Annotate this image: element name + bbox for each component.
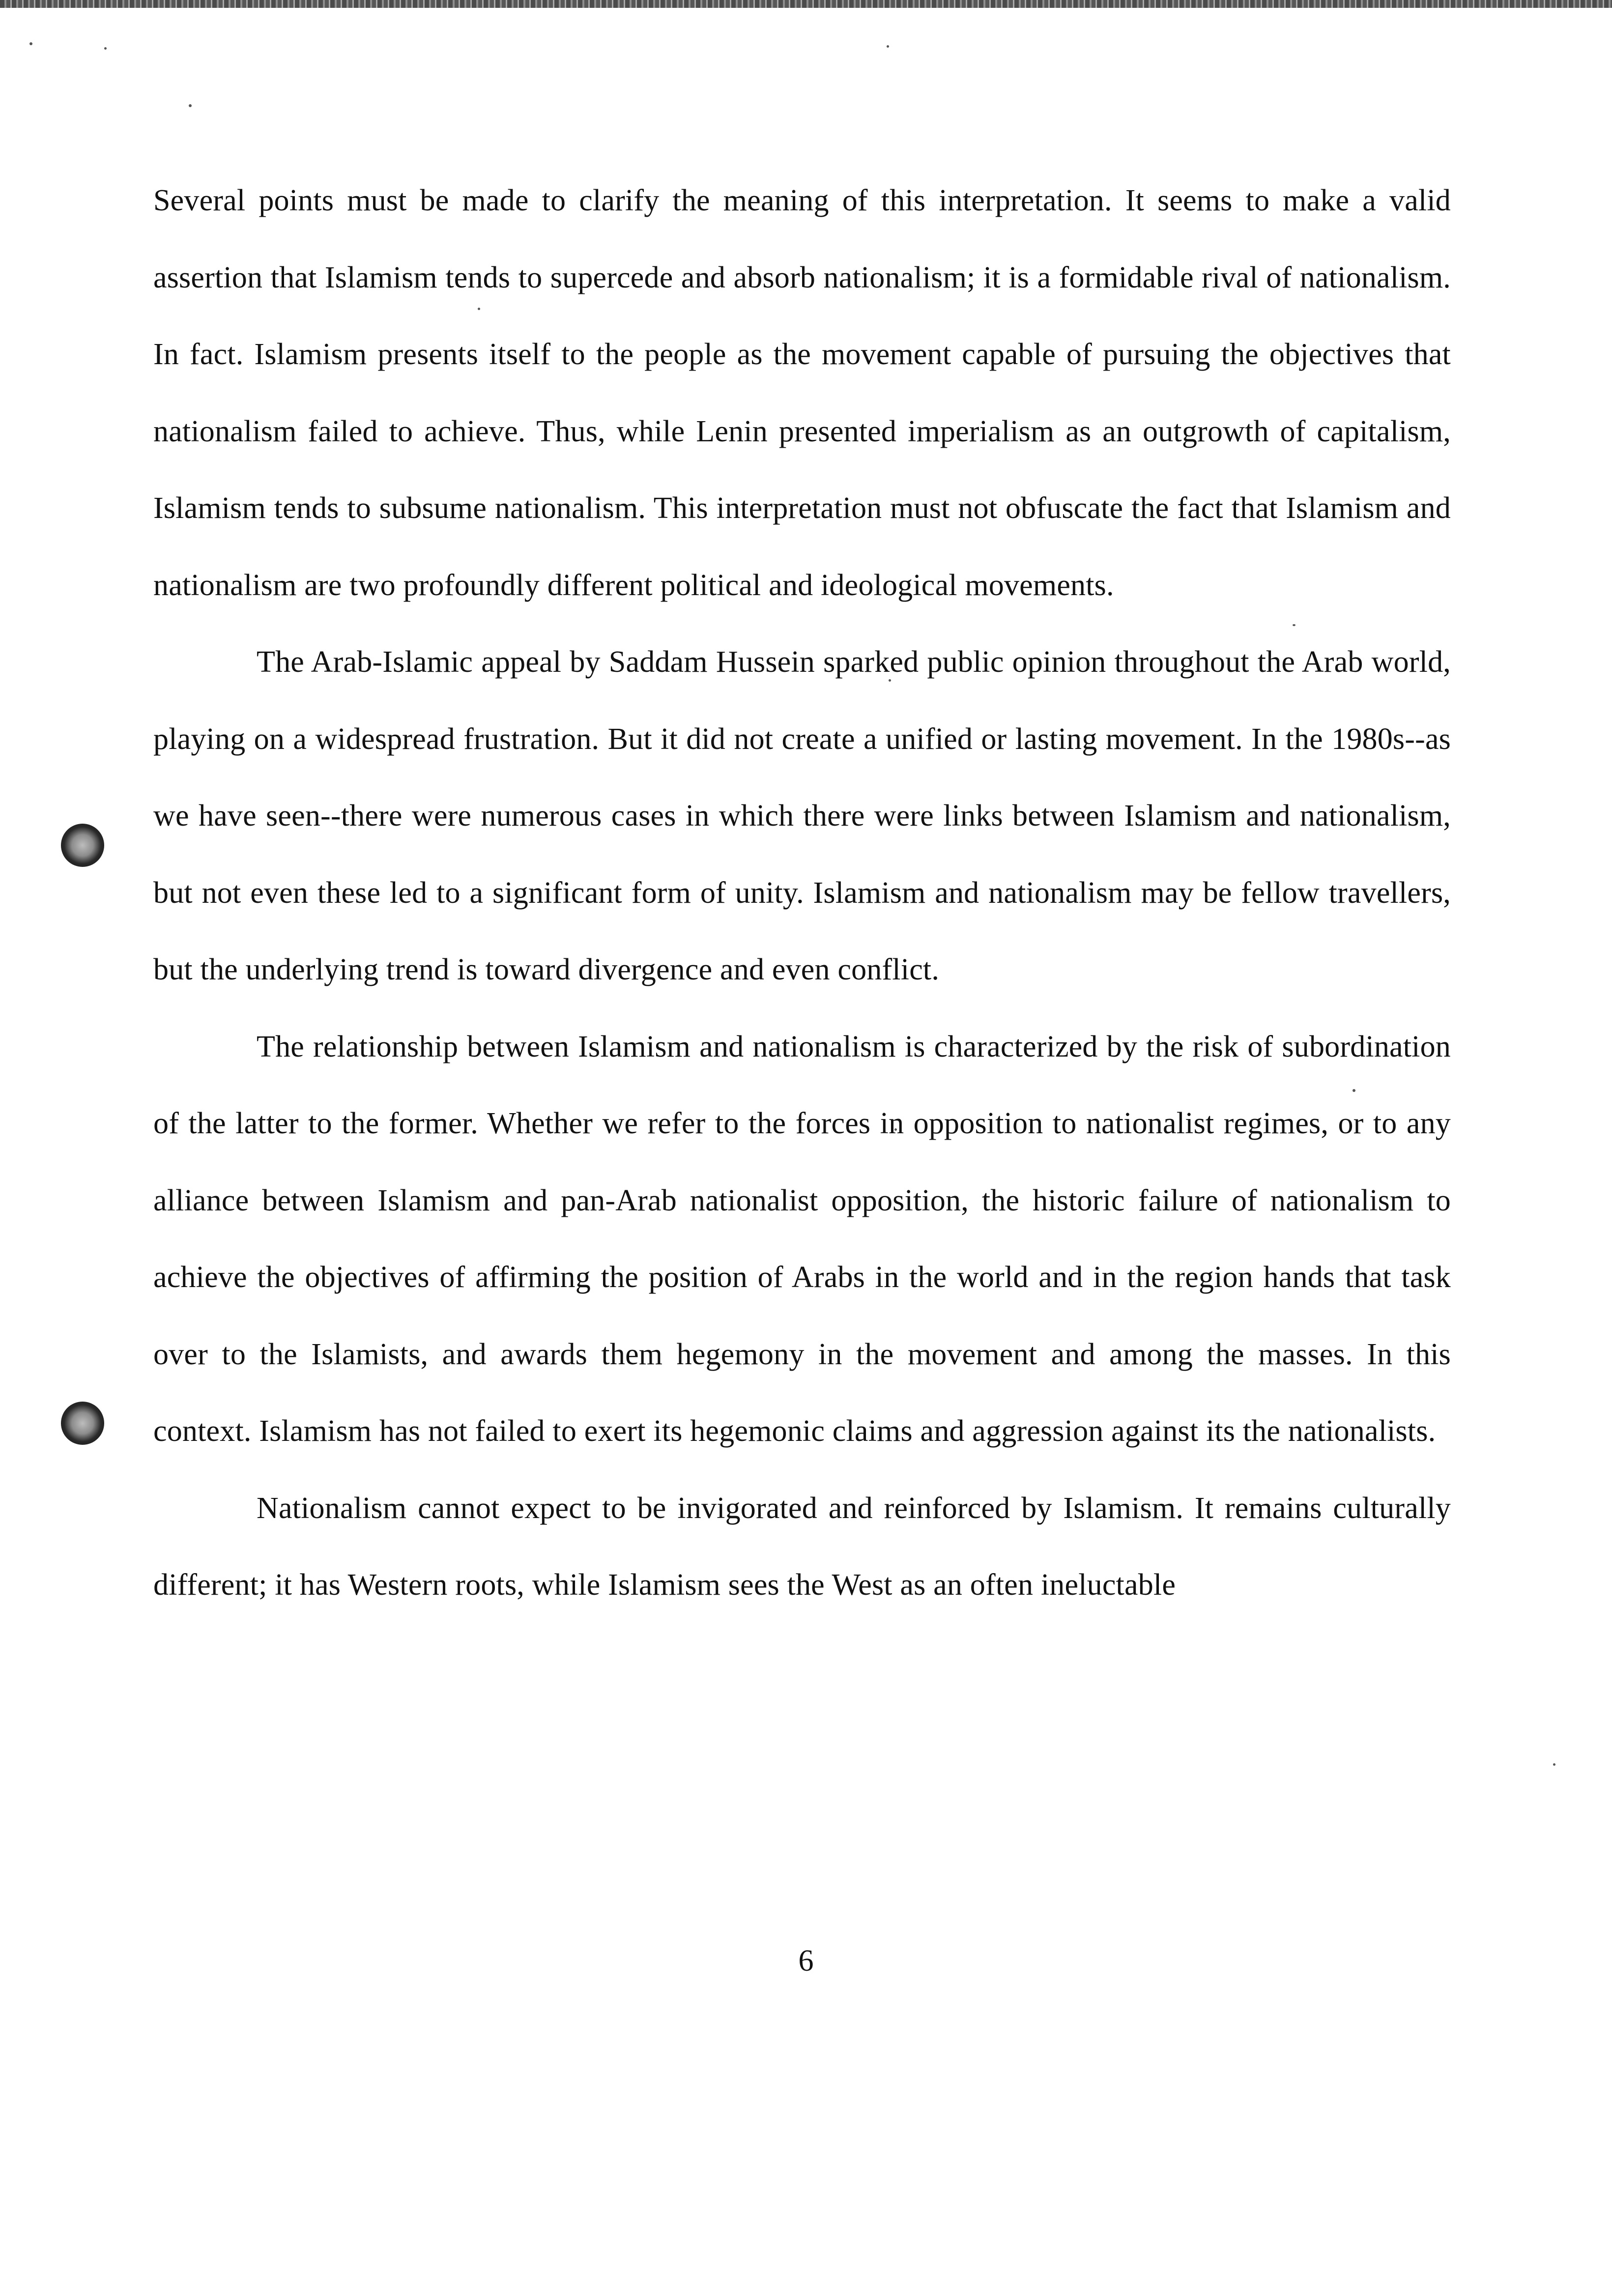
page-number: 6 (798, 1944, 814, 1978)
scan-speck (29, 42, 32, 45)
paragraph-3: The relationship between Islamism and nationalism is characterized by the risk of subordination of the latter to the former. Whether we refer to the forces in opposition to nationalist regimes, or to any alliance between Islamism and pan-Arab nationalist opposition, the historic failure of nationalism to achieve the objectives of affirming the position of Arabs in the world and in the region hands that task over to the Islamists, and awards them hegemony in the movement and among the masses. In this context. Islamism has not failed to exert its hegemonic claims and aggression against its the nationalists. (153, 1030, 1451, 1448)
paragraph-4: Nationalism cannot expect to be invigorated and reinforced by Islamism. It remains culturally different; it has Western roots, while Islamism sees the West as an often ineluctable (153, 1491, 1451, 1602)
binder-punch-hole (61, 824, 104, 867)
binder-punch-hole (61, 1402, 104, 1445)
paragraph-2: The Arab-Islamic appeal by Saddam Hussein sparked public opinion throughout the Arab world, playing on a widespread frustration. But it did not create a unified or lasting movement. In the 1980s--as we have seen--there were numerous cases in which there were links between Islamism and nationalism, but not even these led to a significant form of unity. Islamism and nationalism may be fellow travellers, but the underlying trend is toward divergence and even conflict. (153, 645, 1451, 986)
scan-speck (189, 104, 192, 107)
scan-speck (887, 45, 889, 48)
document-body (153, 162, 1451, 1624)
scan-speck (1553, 1763, 1555, 1766)
paragraph-1: Several points must be made to clarify the meaning of this interpretation. It seems to make a valid assertion that Islamism tends to supercede and absorb nationalism; it is a formidable rival of nationalism. In fact. Islamism presents itself to the people as the movement capable of pursuing the objectives that nationalism failed to achieve. Thus, while Lenin presented imperialism as an outgrowth of capitalism, Islamism tends to subsume nationalism. This interpretation must not obfuscate the fact that Islamism and nationalism are two profoundly different political and ideological movements. (153, 184, 1451, 602)
scan-speck (104, 47, 107, 50)
scan-top-edge (0, 0, 1612, 8)
